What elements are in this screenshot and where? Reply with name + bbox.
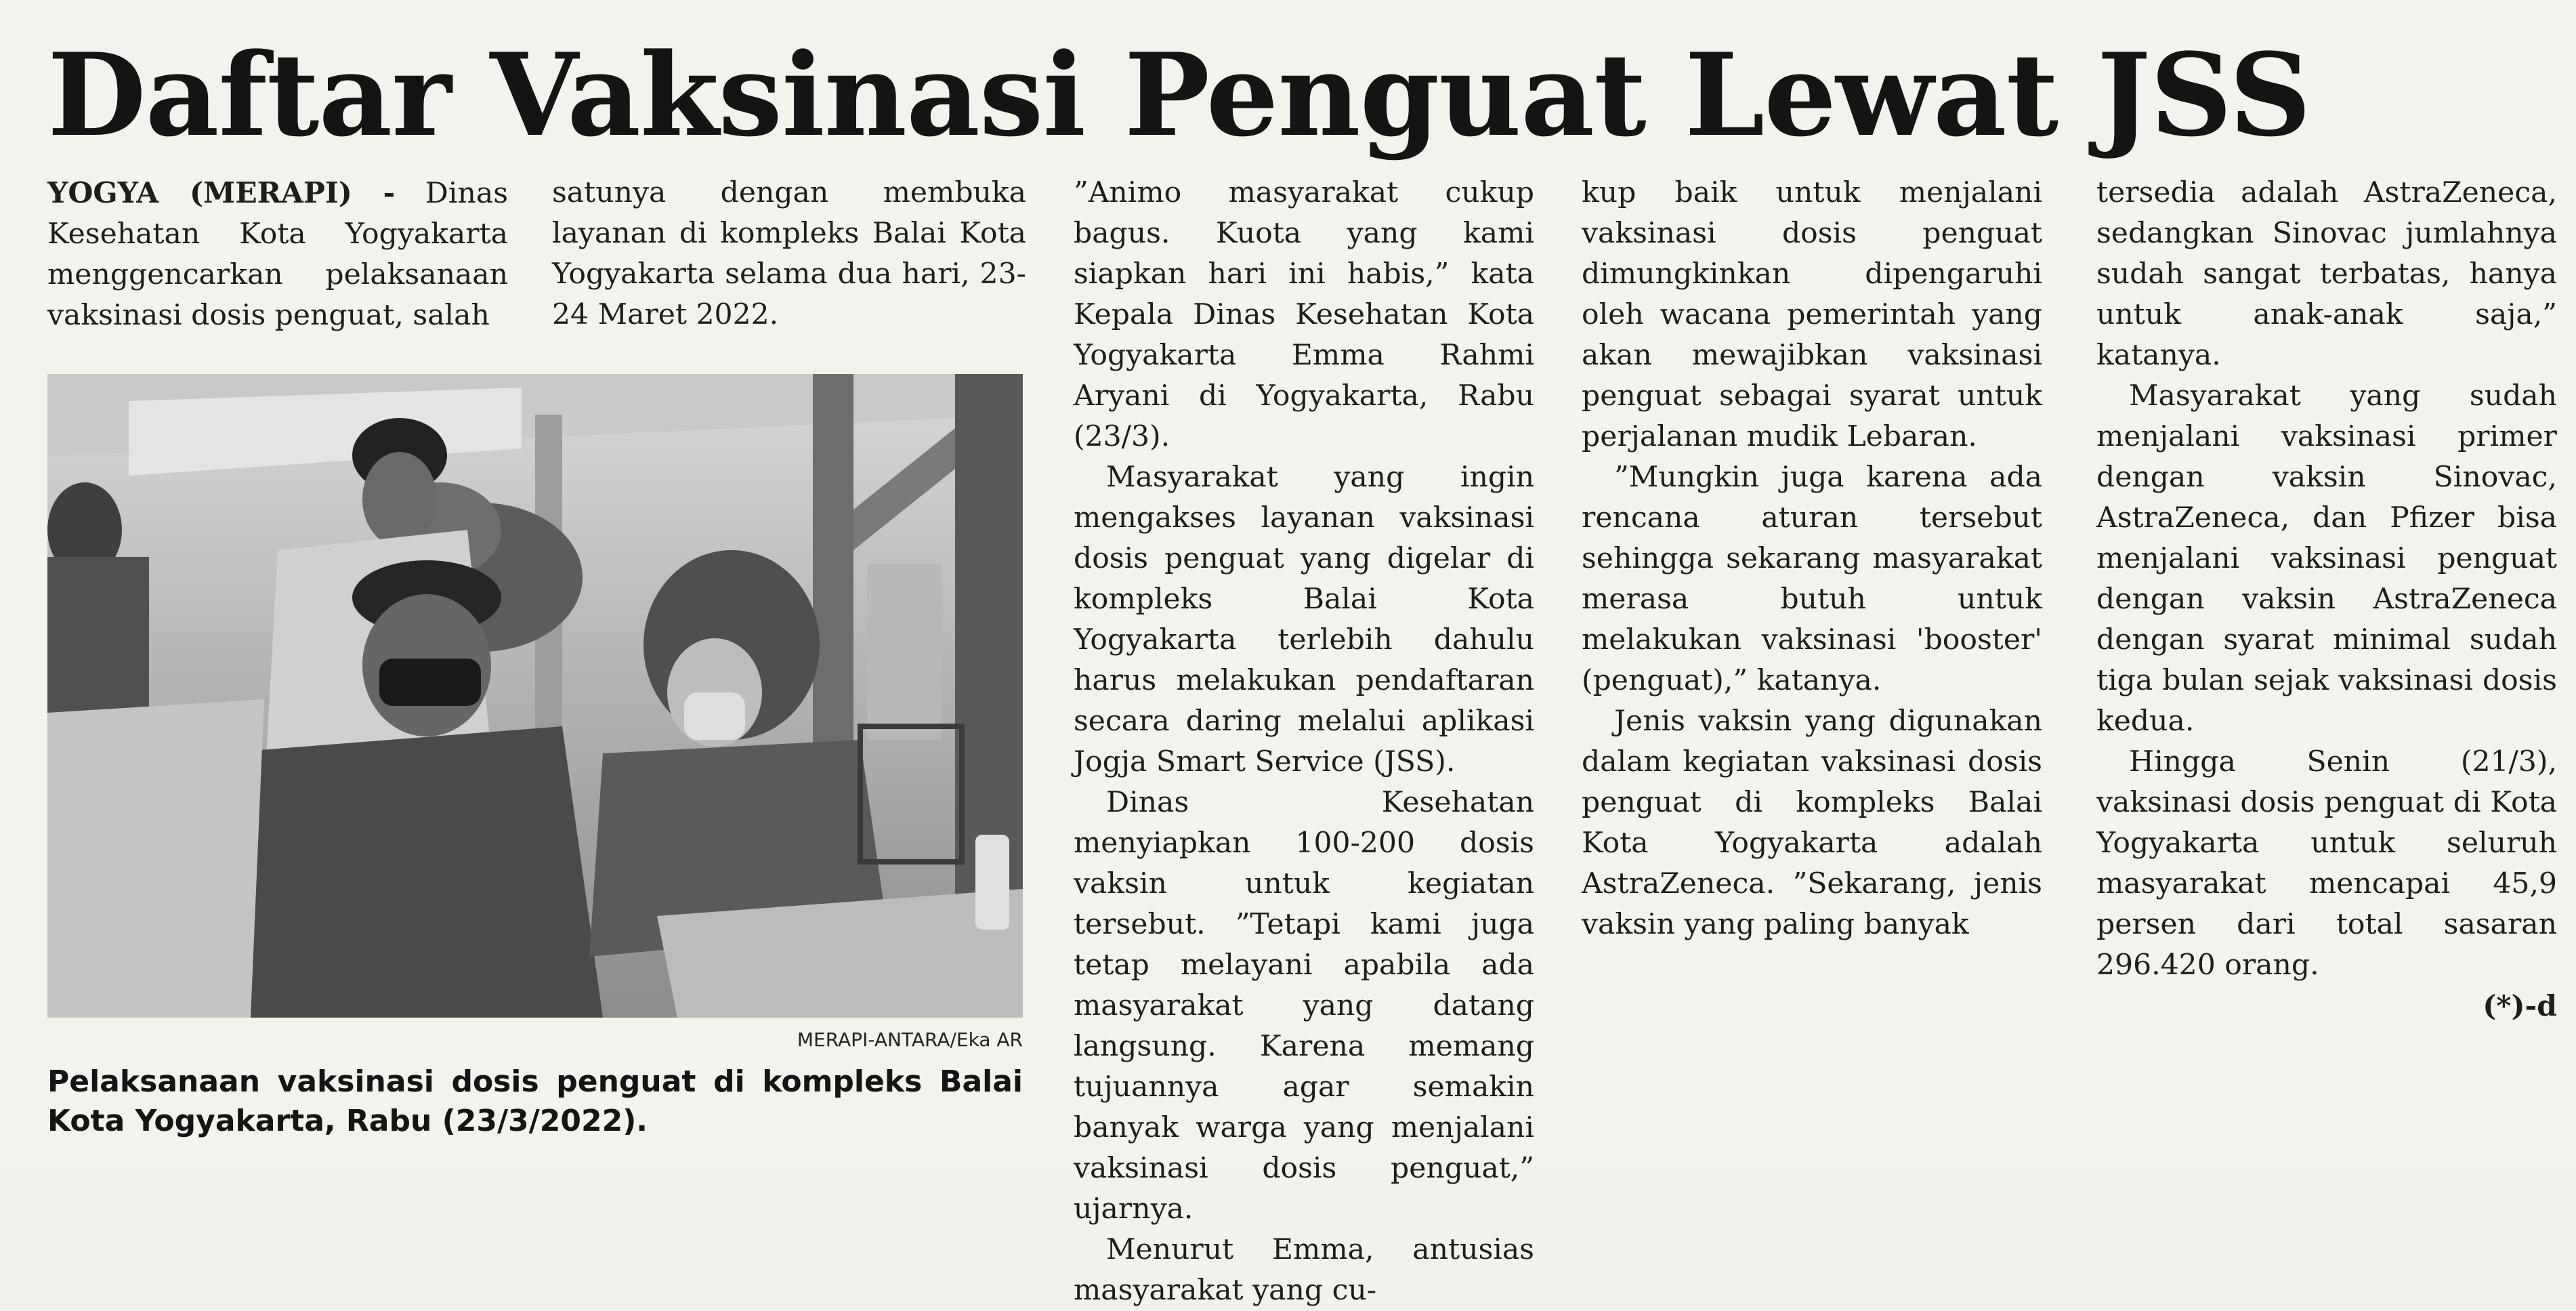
column-2 [552,173,1026,335]
author-signature: (*)-d [2483,989,2557,1023]
paragraph: Jenis vaksin yang digunakan dalam kegiatan vaksinasi dosis penguat di kompleks Balai Kota Yogyakarta adalah AstraZeneca. ”Sekarang, jenis vaksin yang paling banyak [1582,705,2042,941]
column-3 [1074,173,1534,1311]
paragraph: Masyarakat yang sudah menjalani vaksinasi primer dengan vaksin Sinovac, AstraZeneca, dan Pfizer bisa menjalani vaksinasi penguat dengan vaksin AstraZeneca dengan syarat minimal sudah tiga bulan sejak vaksinasi dosis kedua. [2096,379,2557,738]
paragraph: ”Mungkin juga karena ada rencana aturan tersebut sehingga sekarang masyarakat merasa butuh untuk melakukan vaksinasi 'booster' (penguat),” katanya. [1582,461,2042,697]
paragraph: Masyarakat yang ingin mengakses layanan vaksinasi dosis penguat yang digelar di kompleks Balai Kota Yogyakarta terlebih dahulu harus melakukan pendaftaran secara daring melalui aplikasi Jogja Smart Service (JSS). [1074,461,1534,778]
column-1 [47,173,508,336]
paragraph: kup baik untuk menjalani vaksinasi dosis penguat dimungkinkan dipengaruhi oleh wacana pemerintah yang akan mewajibkan vaksinasi penguat sebagai syarat untuk perjalanan mudik Lebaran. [1582,176,2042,453]
paragraph: Dinas Kesehatan menyiapkan 100-200 dosis vaksin untuk kegiatan tersebut. ”Tetapi kami juga tetap melayani apabila ada masyarakat yang datang langsung. Karena memang tujuannya agar semakin banyak warga yang menjalani vaksinasi dosis penguat,” ujarnya. [1074,786,1534,1226]
news-photo [47,374,1023,1018]
paragraph: Hingga Senin (21/3), vaksinasi dosis penguat di Kota Yogyakarta untuk seluruh masyarakat mencapai 45,9 persen dari total sasaran 296.420 orang. [2096,745,2557,982]
paragraph: Menurut Emma, antusias masyarakat yang cu- [1074,1233,1534,1307]
photo-credit: MERAPI-ANTARA/Eka AR [797,1028,1023,1051]
paragraph: tersedia adalah AstraZeneca, sedangkan Sinovac jumlahnya sudah sangat terbatas, hanya untuk anak-anak saja,” katanya. [2096,176,2557,372]
column-5 [2096,173,2557,1026]
paragraph: ”Animo masyarakat cukup bagus. Kuota yang kami siapkan hari ini habis,” kata Kepala Dinas Kesehatan Kota Yogyakarta Emma Rahmi Aryani di Yogyakarta, Rabu (23/3). [1074,176,1534,453]
photo-caption: Pelaksanaan vaksinasi dosis penguat di kompleks Balai Kota Yogyakarta, Rabu (23/3/2022). [47,1064,1023,1138]
lead-text: Dinas Kesehatan Kota Yogyakarta menggencarkan pelaksanaan vaksinasi dosis penguat, salah [47,177,508,332]
headline: Daftar Vaksinasi Penguat Lewat JSS [47,28,2311,162]
lead-text-continued: satunya dengan membuka layanan di kompleks Balai Kota Yogyakarta selama dua hari, 23-24 Maret 2022. [552,176,1026,331]
dateline: YOGYA (MERAPI) - [47,176,396,210]
column-4 [1582,173,2042,945]
